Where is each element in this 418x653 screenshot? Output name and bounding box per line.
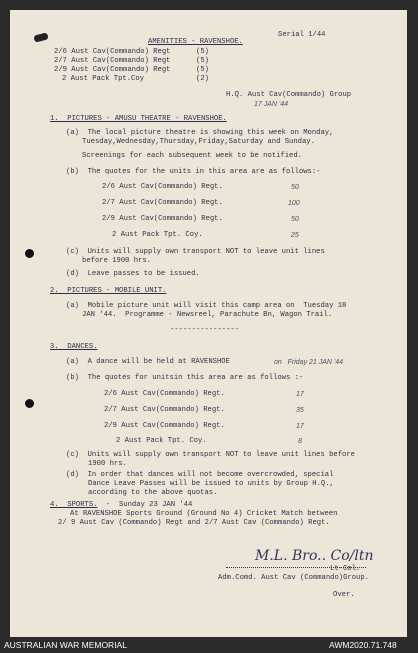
- section-divider: ----------------: [170, 326, 240, 334]
- handwritten-date: 17 JAN '44: [254, 101, 289, 108]
- s4-line: 2/ 9 Aust Cav (Commando) Regt and 2/7 Aust Cav (Commando) Regt.: [58, 519, 330, 527]
- footer-accession-number: AWM2020.71.748: [329, 640, 397, 650]
- s3-para-c: 1900 hrs.: [88, 460, 127, 468]
- signatory-rank: Lt-Col.: [330, 565, 361, 573]
- s2-para-a: (a) Mobile picture unit will visit this camp area on Tuesday 18: [66, 302, 347, 310]
- s1-para-a: (a) The local picture theatre is showing this week on Monday,: [66, 129, 334, 137]
- s2-para-a: JAN '44. Programme - Newsreel, Parachute Bn, Wagon Trail.: [82, 311, 333, 319]
- s3-para-d: (d) In order that dances will not become overcrowded, special: [66, 471, 334, 479]
- distribution-copies: (5): [196, 66, 209, 74]
- quota-number: 8: [298, 438, 302, 445]
- distribution-unit: 2/9 Aust Cav(Commando) Regt: [54, 66, 171, 74]
- quota-number: 50: [291, 184, 299, 191]
- serial-number: Serial 1/44: [278, 31, 326, 39]
- quota-unit: 2/7 Aust Cav(Commando) Regt.: [102, 199, 223, 207]
- sports-date: - Sunday 23 JAN '44: [106, 501, 193, 509]
- signature-line: [226, 567, 366, 568]
- punch-hole: [25, 249, 34, 258]
- s1-para-a: Tuesday,Wednesday,Thursday,Friday,Saturday and Sunday.: [82, 138, 315, 146]
- s1-para-d: (d) Leave passes to be issued.: [66, 270, 200, 278]
- s1-para-a: Screenings for each subsequent week to be notified.: [82, 152, 302, 160]
- s1-para-c: (c) Units will supply own transport NOT to leave unit lines: [66, 248, 325, 256]
- s3-para-a: (a) A dance will be held at RAVENSHOE: [66, 358, 230, 366]
- s3-para-c: (c) Units will supply own transport NOT to leave unit lines before: [66, 451, 355, 459]
- quota-unit: 2/6 Aust Cav(Commando) Regt.: [104, 390, 225, 398]
- section-1-heading: 1. PICTURES - AMUSU THEATRE - RAVENSHOE.: [50, 115, 227, 123]
- s3-para-b: (b) The quotes for unitsin this area are as follows :-: [66, 374, 304, 382]
- quota-unit: 2 Aust Pack Tpt. Coy.: [116, 437, 207, 445]
- quota-unit: 2/7 Aust Cav(Commando) Regt.: [104, 406, 225, 414]
- quota-number: 25: [291, 232, 299, 239]
- s1-para-b: (b) The quotes for the units in this area are as follows:-: [66, 168, 321, 176]
- hq-line: H.Q. Aust Cav(Commando) Group: [226, 91, 352, 99]
- quota-unit: 2/9 Aust Cav(Commando) Regt.: [102, 215, 223, 223]
- section-3-heading: 3. DANCES.: [50, 343, 98, 351]
- handwritten-signature: M.L. Bro.. Co/ltn: [255, 548, 374, 564]
- quota-unit: 2/6 Aust Cav(Commando) Regt.: [102, 183, 223, 191]
- section-2-heading: 2. PICTURES - MOBILE UNIT.: [50, 287, 167, 295]
- quota-number: 17: [296, 423, 304, 430]
- distribution-unit: 2/7 Aust Cav(Commando) Regt: [54, 57, 171, 65]
- document-page: [10, 10, 407, 637]
- quota-unit: 2/9 Aust Cav(Commando) Regt.: [104, 422, 225, 430]
- quota-number: 35: [296, 407, 304, 414]
- distribution-unit: 2/6 Aust Cav(Commando) Regt: [54, 48, 171, 56]
- footer-institution: AUSTRALIAN WAR MEMORIAL: [4, 640, 127, 650]
- punch-hole: [25, 399, 34, 408]
- distribution-copies: (5): [196, 48, 209, 56]
- s3-para-d: according to the above quotas.: [88, 489, 218, 497]
- distribution-copies: (5): [196, 57, 209, 65]
- distribution-copies: (2): [196, 75, 209, 83]
- quota-unit: 2 Aust Pack Tpt. Coy.: [112, 231, 203, 239]
- section-4-heading: 4. SPORTS.: [50, 501, 98, 509]
- s1-para-c: before 1900 hrs.: [82, 257, 152, 265]
- dance-date: on Friday 21 JAN '44: [274, 359, 344, 366]
- over-note: Over.: [333, 591, 355, 599]
- signatory-title: Adm.Comd. Aust Cav (Commando)Group.: [218, 574, 369, 582]
- quota-number: 17: [296, 391, 304, 398]
- quota-number: 100: [288, 200, 300, 207]
- s3-para-d: Dance Leave Passes will be issued to units by Group H.Q.,: [88, 480, 334, 488]
- s4-line: At RAVENSHOE Sports Ground (Ground No 4) Cricket Match between: [70, 510, 338, 518]
- quota-number: 50: [291, 216, 299, 223]
- document-title: AMENITIES - RAVENSHOE.: [148, 38, 243, 46]
- distribution-unit: 2 Aust Pack Tpt.Coy: [62, 75, 144, 83]
